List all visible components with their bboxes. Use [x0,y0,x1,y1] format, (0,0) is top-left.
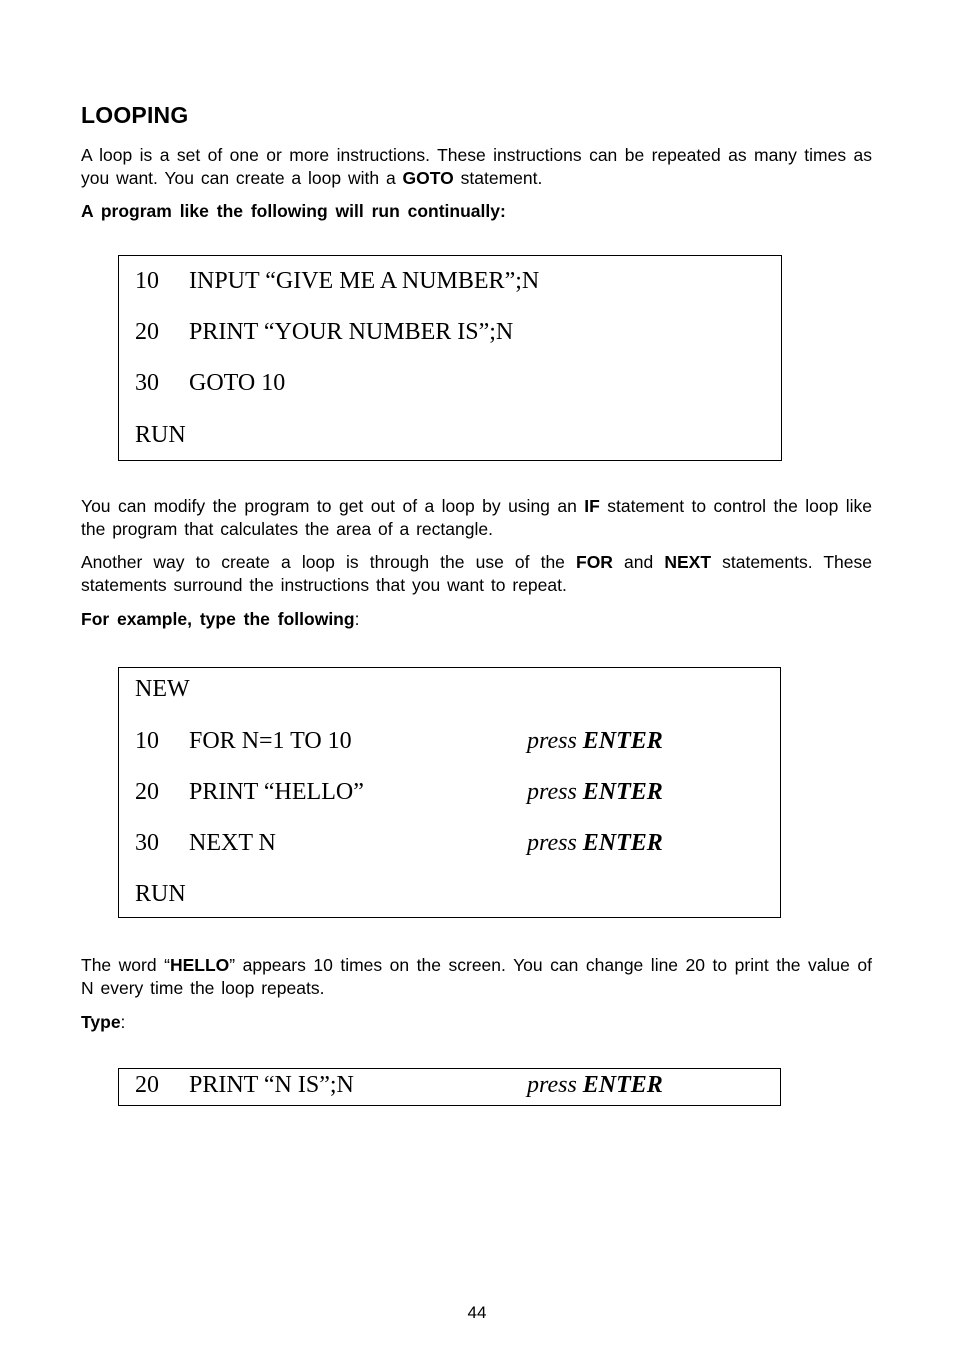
enter-key-label: ENTER [582,830,663,856]
paragraph-3 [81,551,872,597]
intro-paragraph [81,144,872,190]
lead2-bold: For example, type the following [81,609,355,629]
para2-text-end: statement to control the loop like the program that calculates the area of a rectangle. [81,496,873,539]
line-code: PRINT “HELLO” [189,779,364,805]
paragraph-2 [81,495,872,541]
line-number: 10 [135,268,159,294]
press-enter-hint [527,779,663,806]
line-number: 20 [135,1072,159,1098]
keyword-next: NEXT [664,552,712,572]
line-code: FOR N=1 TO 10 [189,728,352,754]
page-number: 44 [467,1303,487,1322]
enter-key-label: ENTER [582,728,663,754]
enter-key-label: ENTER [582,779,663,805]
code-box-1 [118,255,782,461]
line-number: 20 [135,779,159,805]
line-number: 30 [135,830,159,856]
line-number: 30 [135,370,159,396]
keyword-hello: HELLO [169,955,230,975]
new-command: NEW [135,676,190,702]
line-number: 10 [135,728,159,754]
code-box-2 [118,667,781,918]
lead-text-1: A program like the following will run continually: [81,201,506,221]
para3-text: Another way to create a loop is through the use of the [81,552,576,572]
press-word: press [527,830,577,856]
paragraph-4 [81,954,872,1000]
line-code: NEXT N [189,830,276,856]
press-word: press [527,779,577,805]
run-command: RUN [135,881,186,907]
para4-text-end: ” appears 10 times on the screen. You can change line 20 to print the value of N every time the loop repeats. [81,955,873,998]
lead3-colon: : [120,1012,126,1032]
section-heading: LOOPING [81,102,189,128]
press-word: press [527,728,577,754]
para3-text-mid: and [612,552,665,572]
enter-key-label: ENTER [582,1072,663,1098]
press-enter-hint [527,728,663,755]
press-enter-hint [527,1072,663,1099]
line-code: GOTO 10 [189,370,286,396]
keyword-goto: GOTO [402,168,454,188]
line-code: PRINT “YOUR NUMBER IS”;N [189,319,514,345]
intro-text-end: statement. [453,168,543,188]
lead3-bold: Type [81,1012,121,1032]
lead-text-3 [81,1012,125,1033]
para2-text: You can modify the program to get out of a loop by using an [81,496,585,516]
para3-text-end: statements. These statements surround the instructions that you want to repeat. [81,552,872,595]
line-number: 20 [135,319,159,345]
press-word: press [527,1072,577,1098]
press-enter-hint [527,830,663,857]
line-code: INPUT “GIVE ME A NUMBER”;N [189,268,540,294]
line-code: PRINT “N IS”;N [189,1072,354,1098]
code-box-3 [118,1068,781,1106]
lead2-colon: : [354,609,360,629]
lead-text-2 [81,609,359,630]
run-command: RUN [135,422,186,448]
keyword-if: IF [584,496,600,516]
keyword-for: FOR [576,552,613,572]
intro-text: A loop is a set of one or more instructions. These instructions can be repeated as many times as you want. You can create a loop with a [81,145,872,188]
para4-text: The word “ [81,955,170,975]
